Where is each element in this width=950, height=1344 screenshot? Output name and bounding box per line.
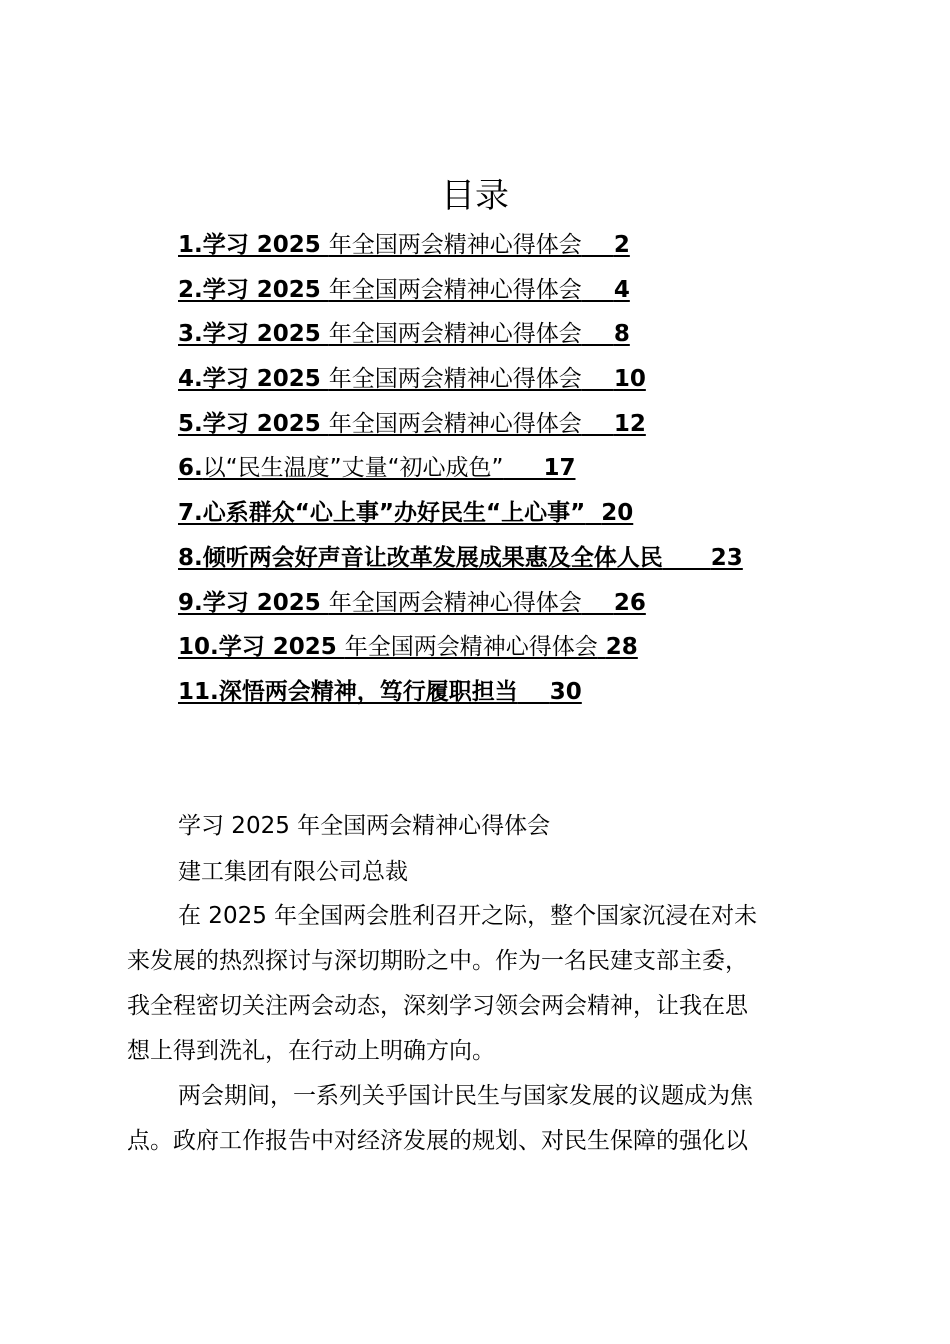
toc-entry-title: 以“民生温度”丈量“初心成色” <box>202 455 504 482</box>
toc-gap <box>585 500 601 526</box>
paragraph-line: 我全程密切关注两会动态，深刻学习领会两会精神，让我在思 <box>127 993 748 1019</box>
toc-gap <box>503 455 543 481</box>
toc-page-number: 30 <box>549 678 582 705</box>
toc-entry-title: 年全国两会精神心得体会 <box>328 589 582 616</box>
toc-item[interactable] <box>178 316 743 361</box>
toc-link[interactable] <box>178 679 582 705</box>
paragraph-line: 想上得到洗礼，在行动上明确方向。 <box>127 1038 495 1064</box>
toc-link[interactable] <box>178 590 646 616</box>
toc-link[interactable] <box>178 366 646 392</box>
toc-page-number: 26 <box>613 589 646 616</box>
toc-entry-title: 年全国两会精神心得体会 <box>328 232 582 258</box>
toc-item[interactable] <box>178 585 743 630</box>
toc-page-number: 28 <box>605 634 638 661</box>
toc-page-number: 8 <box>613 321 630 348</box>
toc-item[interactable] <box>178 406 743 451</box>
toc-entry-number: 10.学习 2025 <box>178 634 345 661</box>
toc-gap <box>518 679 550 705</box>
toc-gap <box>582 411 614 437</box>
toc-entry-title: 7.心系群众“心上事”办好民生“上心事” <box>178 500 586 527</box>
toc-page-number: 17 <box>543 455 576 482</box>
toc-item[interactable] <box>178 674 743 719</box>
toc-entry-number: 9.学习 2025 <box>178 589 329 616</box>
paragraph-line: 来发展的热烈探讨与深切期盼之中。作为一名民建支部主委， <box>127 948 748 974</box>
toc-entry-number: 4.学习 2025 <box>178 366 329 393</box>
toc-page-number: 20 <box>601 500 634 527</box>
toc-gap <box>582 590 614 616</box>
toc-page-number: 4 <box>613 276 630 303</box>
toc-link[interactable] <box>178 321 630 347</box>
toc-link[interactable] <box>178 411 646 437</box>
article-title: 学习 2025 年全国两会精神心得体会 <box>178 813 551 839</box>
toc-link[interactable] <box>178 634 638 660</box>
toc-page-number: 10 <box>613 366 646 393</box>
toc-page-number: 2 <box>613 232 630 258</box>
toc-entry-number: 5.学习 2025 <box>178 410 329 437</box>
toc-entry-number: 2.学习 2025 <box>178 276 329 303</box>
toc-entry-title: 年全国两会精神心得体会 <box>328 366 582 393</box>
toc-gap <box>663 545 711 571</box>
toc-link[interactable] <box>178 500 633 526</box>
toc-gap <box>598 634 606 660</box>
toc-entry-number: 1.学习 2025 <box>178 232 329 258</box>
toc-gap <box>582 232 614 258</box>
toc-gap <box>582 321 614 347</box>
toc-entry-title: 年全国两会精神心得体会 <box>344 634 598 661</box>
toc-heading: 目录 <box>441 176 509 216</box>
toc-link[interactable] <box>178 545 743 571</box>
toc-link[interactable] <box>178 455 575 481</box>
toc-item[interactable] <box>178 540 743 585</box>
toc-item[interactable] <box>178 272 743 317</box>
paragraph-line: 两会期间，一系列关乎国计民生与国家发展的议题成为焦 <box>178 1083 753 1109</box>
toc-entry-title: 11.深悟两会精神，笃行履职担当 <box>178 678 518 705</box>
toc-link[interactable] <box>178 277 630 303</box>
toc-link[interactable] <box>178 232 630 258</box>
toc-entry-title: 年全国两会精神心得体会 <box>328 276 582 303</box>
toc-entry-title: 年全国两会精神心得体会 <box>328 321 582 348</box>
toc-item[interactable] <box>178 450 743 495</box>
toc-item[interactable] <box>178 495 743 540</box>
toc-page-number: 23 <box>710 544 743 571</box>
toc-item[interactable] <box>178 227 743 272</box>
toc-entry-number: 6. <box>178 455 203 482</box>
toc-item[interactable] <box>178 629 743 674</box>
toc-entry-number: 3.学习 2025 <box>178 321 329 348</box>
toc-page-number: 12 <box>613 410 646 437</box>
toc-gap <box>582 366 614 392</box>
toc-entry-title: 年全国两会精神心得体会 <box>328 410 582 437</box>
toc-entry-title: 8.倾听两会好声音让改革发展成果惠及全体人民 <box>178 544 663 571</box>
table-of-contents <box>178 227 743 719</box>
toc-gap <box>582 277 614 303</box>
article-author: 建工集团有限公司总裁 <box>178 859 408 885</box>
paragraph-line: 在 2025 年全国两会胜利召开之际，整个国家沉浸在对未 <box>178 903 758 929</box>
toc-item[interactable] <box>178 361 743 406</box>
paragraph-line: 点。政府工作报告中对经济发展的规划、对民生保障的强化以 <box>127 1128 748 1154</box>
